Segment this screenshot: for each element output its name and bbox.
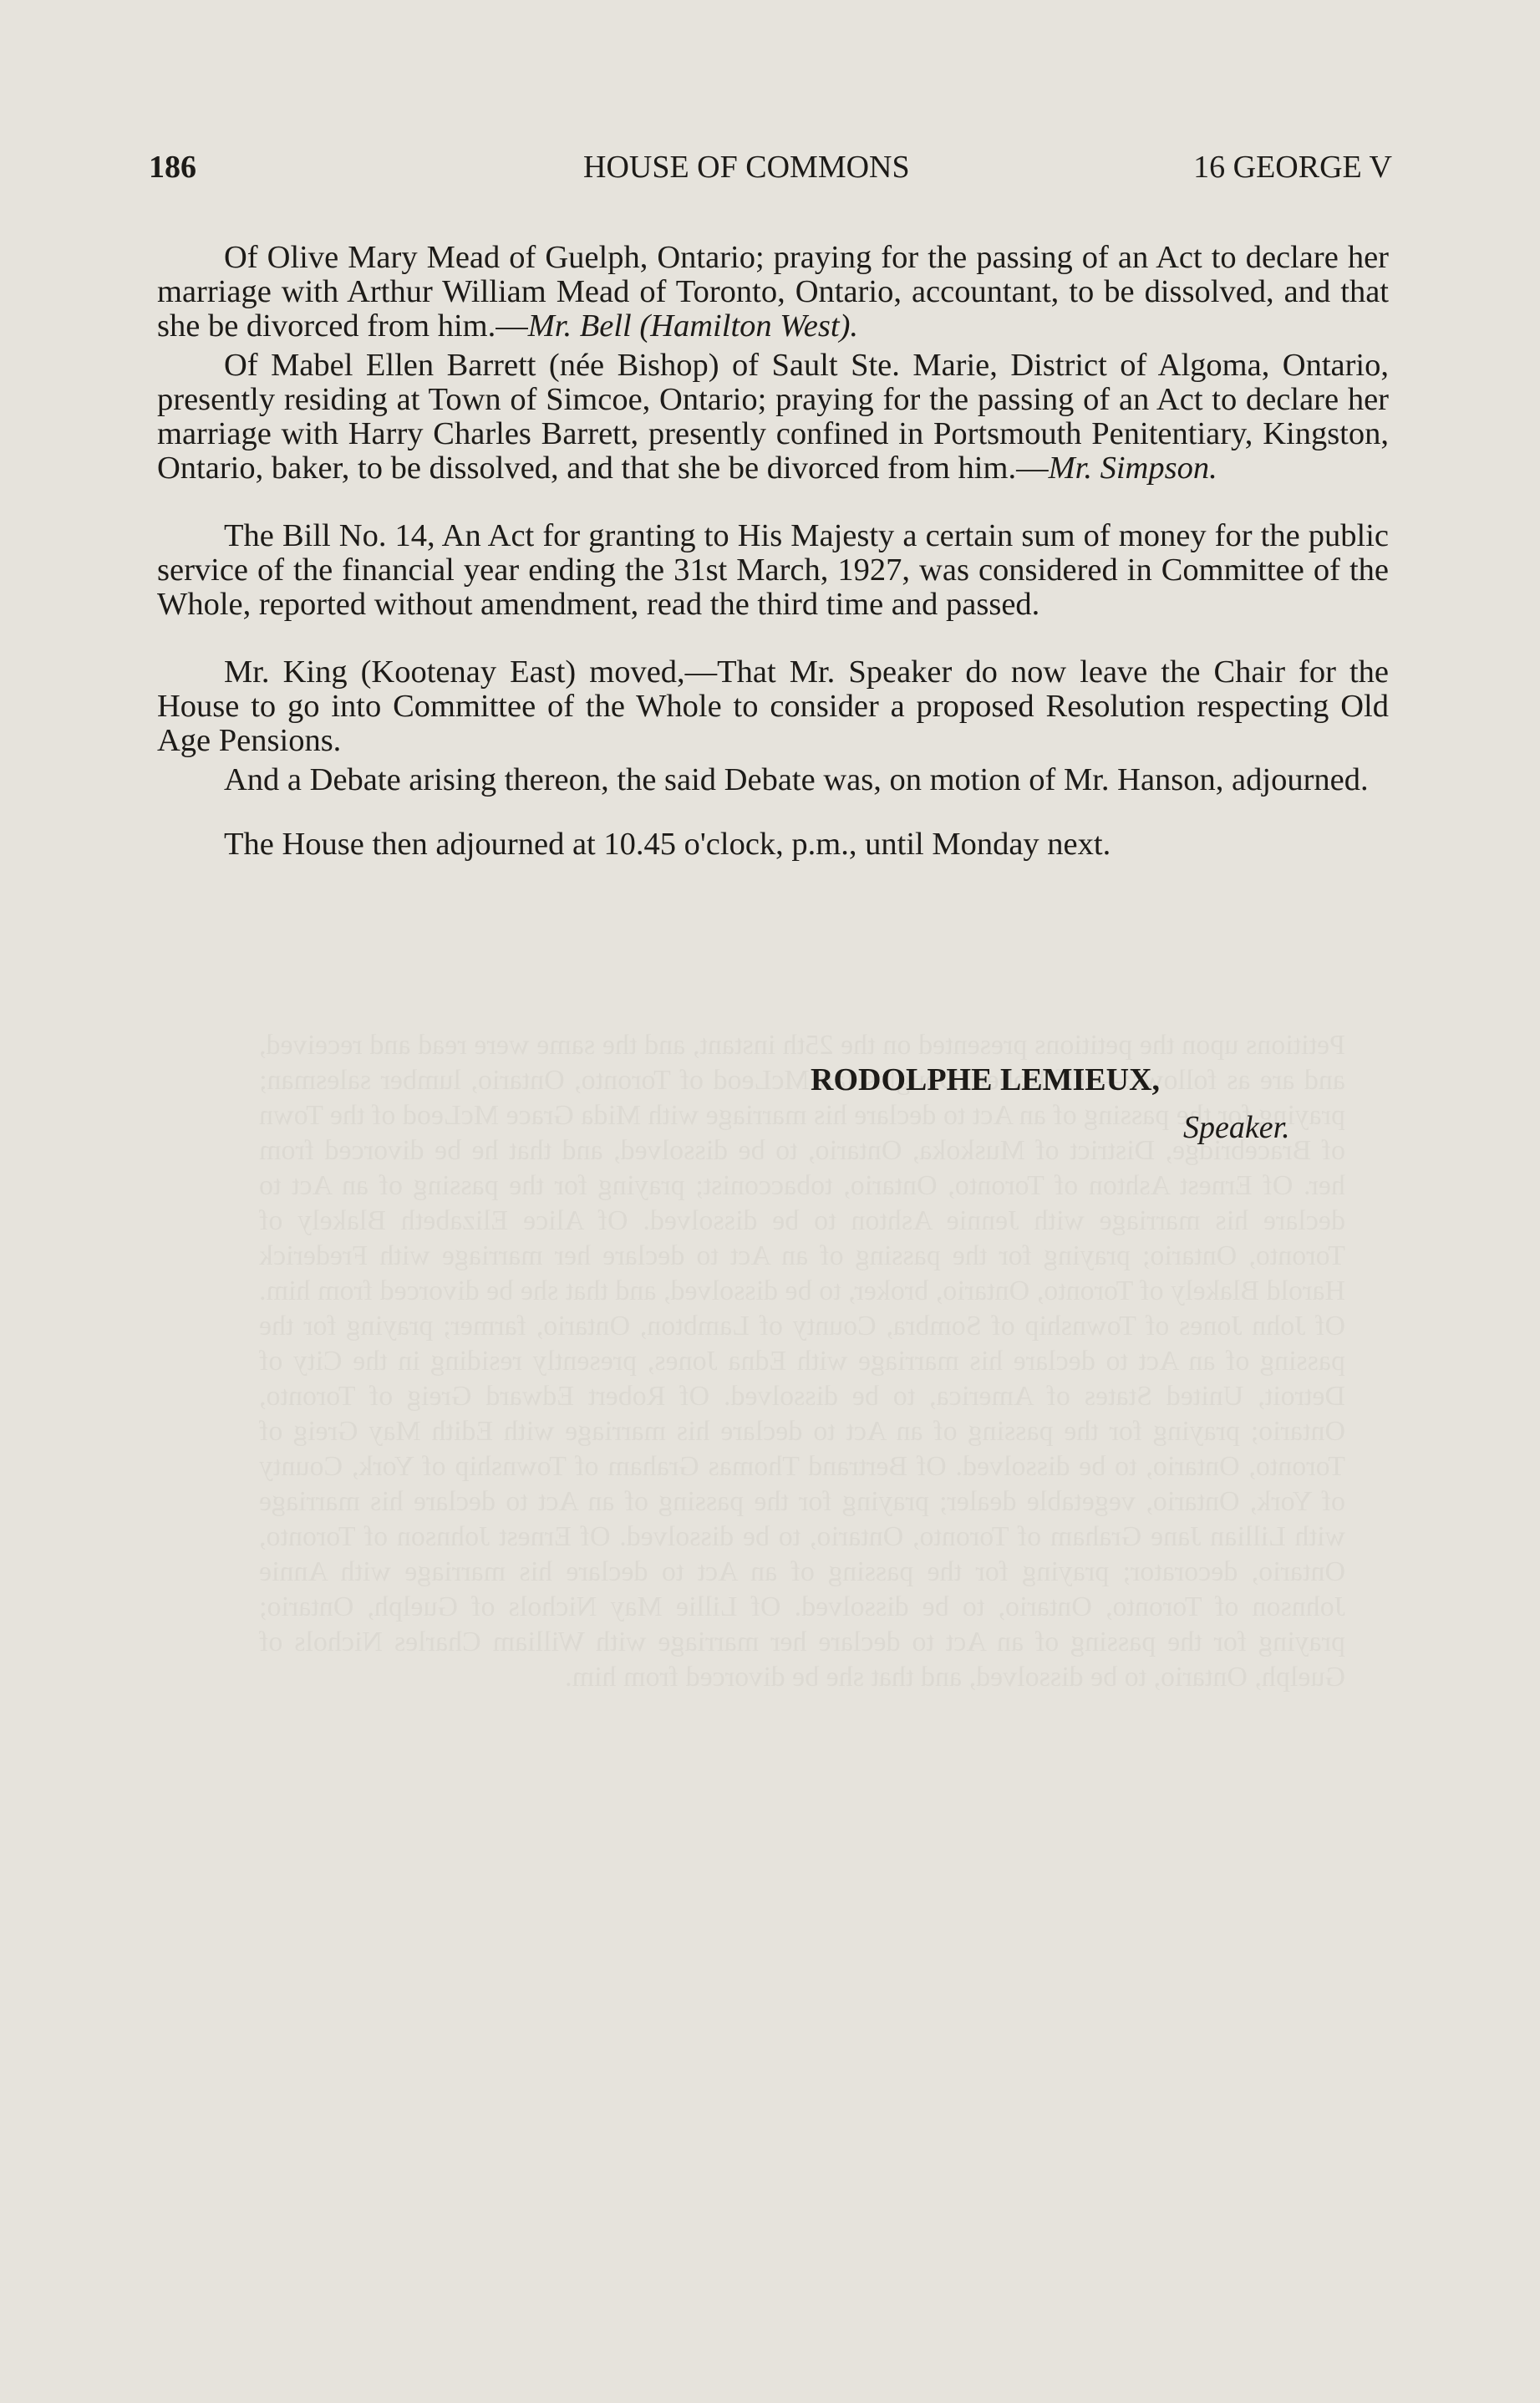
running-header xyxy=(149,149,1392,199)
speaker-title: Speaker. xyxy=(1183,1110,1290,1145)
header-title: HOUSE OF COMMONS xyxy=(583,150,910,185)
petition-barrett xyxy=(157,349,1389,486)
motion-paragraph: Mr. King (Kootenay East) moved,—That Mr. Speaker do now leave the Chair for the House to go into Committee of the Whole to consider a proposed Resolution respecting Old Age Pensions. xyxy=(157,654,1389,758)
regnal-year: 16 GEORGE V xyxy=(1193,150,1392,185)
page-body xyxy=(157,241,1389,862)
member-name: Mr. Simpson. xyxy=(1048,451,1217,486)
petition-text: Of Olive Mary Mead of Guelph, Ontario; praying for the passing of an Act to declare her marriage with Arthur William Mead of Toronto, Ontario, accountant, to be dissolved, and that she be divorced from him.— xyxy=(157,240,1389,344)
adjournment-paragraph: The House then adjourned at 10.45 o'clock, p.m., until Monday next. xyxy=(224,827,1111,862)
member-name: Mr. Bell (Hamilton West). xyxy=(527,308,859,344)
petition-mead xyxy=(157,241,1389,344)
debate-paragraph: And a Debate arising thereon, the said Debate was, on motion of Mr. Hanson, adjourned. xyxy=(224,762,1369,797)
page-number: 186 xyxy=(149,150,196,185)
bill-paragraph: The Bill No. 14, An Act for granting to His Majesty a certain sum of money for the public service of the financial year ending the 31st March, 1927, was considered in Committee of the Whole, reported without amendment, read the third time and passed. xyxy=(157,518,1389,622)
petition-text: Of Mabel Ellen Barrett (née Bishop) of Sault Ste. Marie, District of Algoma, Ontario, presently residing at Town of Simcoe, Ontario; praying for the passing of an Act to declare her marriage with Harry Charles Barrett, presently confined in Portsmouth Penitentiary, Kingston, Ontario, baker, to be dissolved, and that she be divorced from him.— xyxy=(157,348,1389,486)
speaker-signature: RODOLPHE LEMIEUX, xyxy=(811,1062,1161,1097)
bleed-through-texture xyxy=(259,1028,1345,1695)
